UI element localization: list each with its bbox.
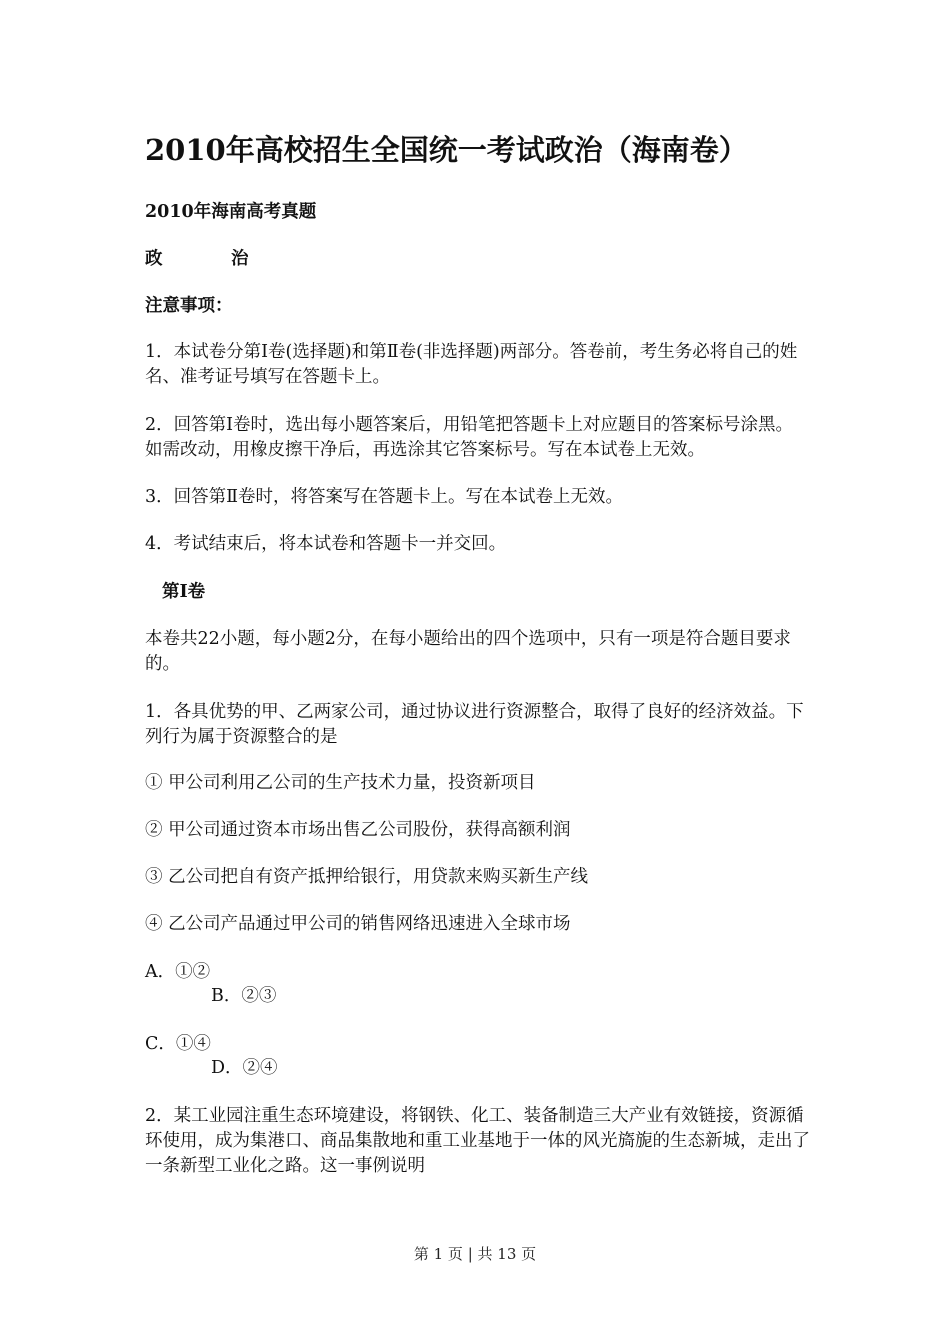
section-intro: 本卷共22小题，每小题2分，在每小题给出的四个选项中，只有一项是符合题目要求的。	[145, 629, 791, 674]
question-2-stem: 2．某工业园注重生态环境建设，将钢铁、化工、装备制造三大产业有效链接，资源循环使用，成为集港口、商品集散地和重工业基地于一体的风光旖旎的生态新城，走出了一条新型工业化之路。这一事例说明	[145, 1106, 810, 1176]
question-1-option-c: C．①④	[145, 1034, 211, 1054]
question-1-item-2: ② 甲公司通过资本市场出售乙公司股份，获得高额利润	[145, 820, 571, 840]
question-1-item-1: ① 甲公司利用乙公司的生产技术力量，投资新项目	[145, 773, 536, 793]
notice-item-3: 3．回答第Ⅱ卷时，将答案写在答题卡上。写在本试卷上无效。	[145, 487, 624, 507]
subtitle: 2010年海南高考真题	[145, 202, 317, 222]
question-1-option-a: A．①②	[145, 962, 211, 982]
notice-item-2: 2．回答第Ⅰ卷时，选出每小题答案后，用铅笔把答题卡上对应题目的答案标号涂黑。如需改动，用橡皮擦干净后，再选涂其它答案标号。写在本试卷上无效。	[145, 415, 794, 460]
notice-item-1: 1．本试卷分第Ⅰ卷(选择题)和第Ⅱ卷(非选择题)两部分。答卷前，考生务必将自己的姓名、准考证号填写在答题卡上。	[145, 342, 798, 387]
notice-heading: 注意事项：	[145, 296, 233, 316]
page-title: 2010年高校招生全国统一考试政治（海南卷）	[145, 133, 748, 167]
section-heading: 第Ⅰ卷	[162, 582, 206, 602]
question-1-option-d: D．②④	[211, 1058, 278, 1078]
question-1-item-3: ③ 乙公司把自有资产抵押给银行，用贷款来购买新生产线	[145, 867, 589, 887]
subject-label-left: 政	[145, 249, 163, 269]
page-footer: 第 1 页 | 共 13 页	[413, 1245, 537, 1263]
question-1-stem: 1．各具优势的甲、乙两家公司，通过协议进行资源整合，取得了良好的经济效益。下列行为属于资源整合的是	[145, 702, 804, 747]
question-1-item-4: ④ 乙公司产品通过甲公司的销售网络迅速进入全球市场	[145, 914, 571, 934]
question-1-option-b: B．②③	[211, 986, 277, 1006]
subject-label-right: 治	[231, 249, 249, 269]
notice-item-4: 4．考试结束后，将本试卷和答题卡一并交回。	[145, 534, 507, 554]
